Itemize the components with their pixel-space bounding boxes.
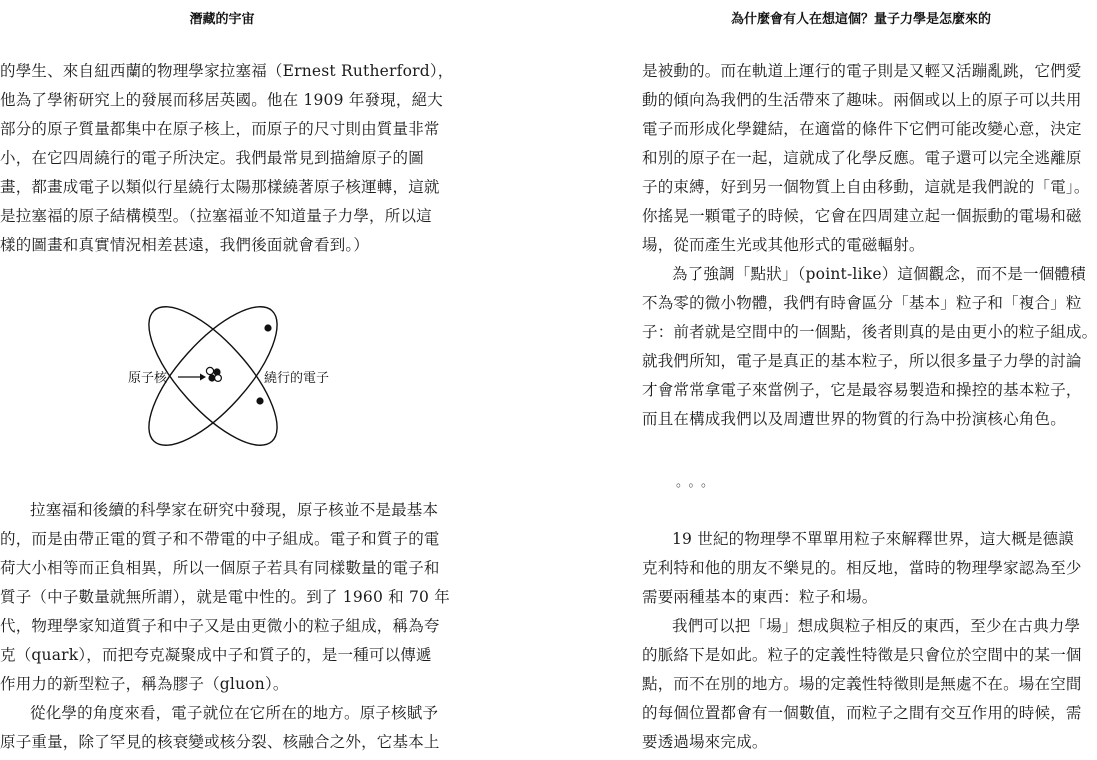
section-break: 。。。 — [676, 475, 721, 490]
left-bottom-paragraphs — [0, 501, 450, 756]
text-line: 電子而形成化學鍵結，在適當的條件下它們可能改變心意，決定 — [642, 120, 1082, 138]
text-line: 樣的圖畫和真實情況相差甚遠，我們後面就會看到。） — [0, 236, 370, 254]
text-line: 要透過場來完成。 — [642, 733, 768, 751]
left-top-paragraph — [0, 62, 454, 262]
electron-dot — [256, 397, 263, 404]
arrow-head-icon — [200, 374, 206, 381]
text-line: 我們可以把「場」想成與粒子相反的東西，至少在古典力學 — [672, 617, 1081, 635]
text-line: 小，在它四周繞行的電子所決定。我們最常見到描繪原子的圖 — [0, 149, 424, 167]
text-line: 畫，都畫成電子以類似行星繞行太陽那樣繞著原子核運轉，這就 — [0, 178, 440, 196]
atom-diagram — [118, 298, 348, 456]
text-line: 部分的原子質量都集中在原子核上，而原子的尺寸則由質量非常 — [0, 120, 440, 138]
text-line: 動的傾向為我們的生活帶來了趣味。兩個或以上的原子可以共用 — [642, 91, 1082, 109]
text-line: 就我們所知，電子是真正的基本粒子，所以很多量子力學的討論 — [642, 352, 1082, 370]
nucleus-icon — [206, 367, 221, 381]
text-line: 原子重量，除了罕見的核衰變或核分裂、核融合之外，它基本上 — [0, 733, 440, 751]
text-line: 代，物理學家知道質子和中子又是由更微小的粒子組成，稱為夸 — [0, 617, 440, 635]
text-line: 的每個位置都會有一個數值，而粒子之間有交互作用的時候，需 — [642, 704, 1082, 722]
right-top-paragraphs — [642, 62, 1097, 437]
text-line: 作用力的新型粒子，稱為膠子（gluon）。 — [0, 675, 289, 693]
nucleus-label: 原子核 — [128, 371, 168, 386]
text-line: 不為零的微小物體，我們有時會區分「基本」粒子和「複合」粒 — [642, 294, 1082, 312]
text-line: 拉塞福和後續的科學家在研究中發現，原子核並不是最基本 — [30, 501, 439, 519]
text-line: 從化學的角度來看，電子就位在它所在的地方。原子核賦予 — [30, 704, 439, 722]
text-line: 19 世紀的物理學不單單用粒子來解釋世界，這大概是德謨 — [672, 530, 1075, 548]
text-line: 他為了學術研究上的發展而移居英國。他在 1909 年發現，絕大 — [0, 91, 444, 109]
text-line: 點，而不在別的地方。場的定義性特徵則是無處不在。場在空間 — [642, 675, 1082, 693]
electron-label: 繞行的電子 — [264, 371, 330, 386]
text-line: 子的束縛，好到另一個物質上自由移動，這就是我們說的「電」。 — [642, 178, 1090, 196]
right-bottom-paragraphs — [642, 530, 1087, 755]
text-line: 為了強調「點狀」（point-like）這個觀念，而不是一個體積 — [672, 265, 1086, 283]
text-line: 質子（中子數量就無所謂），就是電中性的。到了 1960 和 70 年 — [0, 588, 450, 606]
electron-dot — [264, 324, 271, 331]
running-head-left: 潛藏的宇宙 — [189, 12, 255, 27]
text-line: 你搖晃一顆電子的時候，它會在四周建立起一個振動的電場和磁 — [642, 207, 1082, 225]
text-line: 的脈絡下是如此。粒子的定義性特徵是只會位於空間中的某一個 — [642, 646, 1082, 664]
text-line: 才會常常拿電子來當例子，它是最容易製造和操控的基本粒子， — [642, 381, 1082, 399]
text-line: 而且在構成我們以及周遭世界的物質的行為中扮演核心角色。 — [642, 410, 1066, 428]
running-head-right: 為什麼會有人在想這個？量子力學是怎麼來的 — [730, 12, 991, 27]
text-line: 是拉塞福的原子結構模型。（拉塞福並不知道量子力學，所以這 — [0, 207, 432, 225]
text-line: 克利特和他的朋友不樂見的。相反地，當時的物理學家認為至少 — [642, 559, 1082, 577]
text-line: 是被動的。而在軌道上運行的電子則是又輕又活蹦亂跳，它們愛 — [642, 62, 1082, 80]
text-line: 場，從而產生光或其他形式的電磁輻射。 — [642, 236, 925, 254]
text-line: 荷大小相等而正負相異，所以一個原子若具有同樣數量的電子和 — [0, 559, 440, 577]
text-line: 和別的原子在一起，這就成了化學反應。電子還可以完全逃離原 — [642, 149, 1082, 167]
text-line: 子：前者就是空間中的一個點，後者則真的是由更小的粒子組成。 — [642, 323, 1097, 341]
text-line: 的，而是由帶正電的質子和不帶電的中子組成。電子和質子的電 — [0, 530, 440, 548]
text-line: 的學生、來自紐西蘭的物理學家拉塞福（Ernest Rutherford）， — [0, 62, 454, 80]
text-line: 需要兩種基本的東西：粒子和場。 — [642, 588, 878, 606]
text-line: 克（quark），而把夸克凝聚成中子和質子的，是一種可以傳遞 — [0, 646, 432, 664]
